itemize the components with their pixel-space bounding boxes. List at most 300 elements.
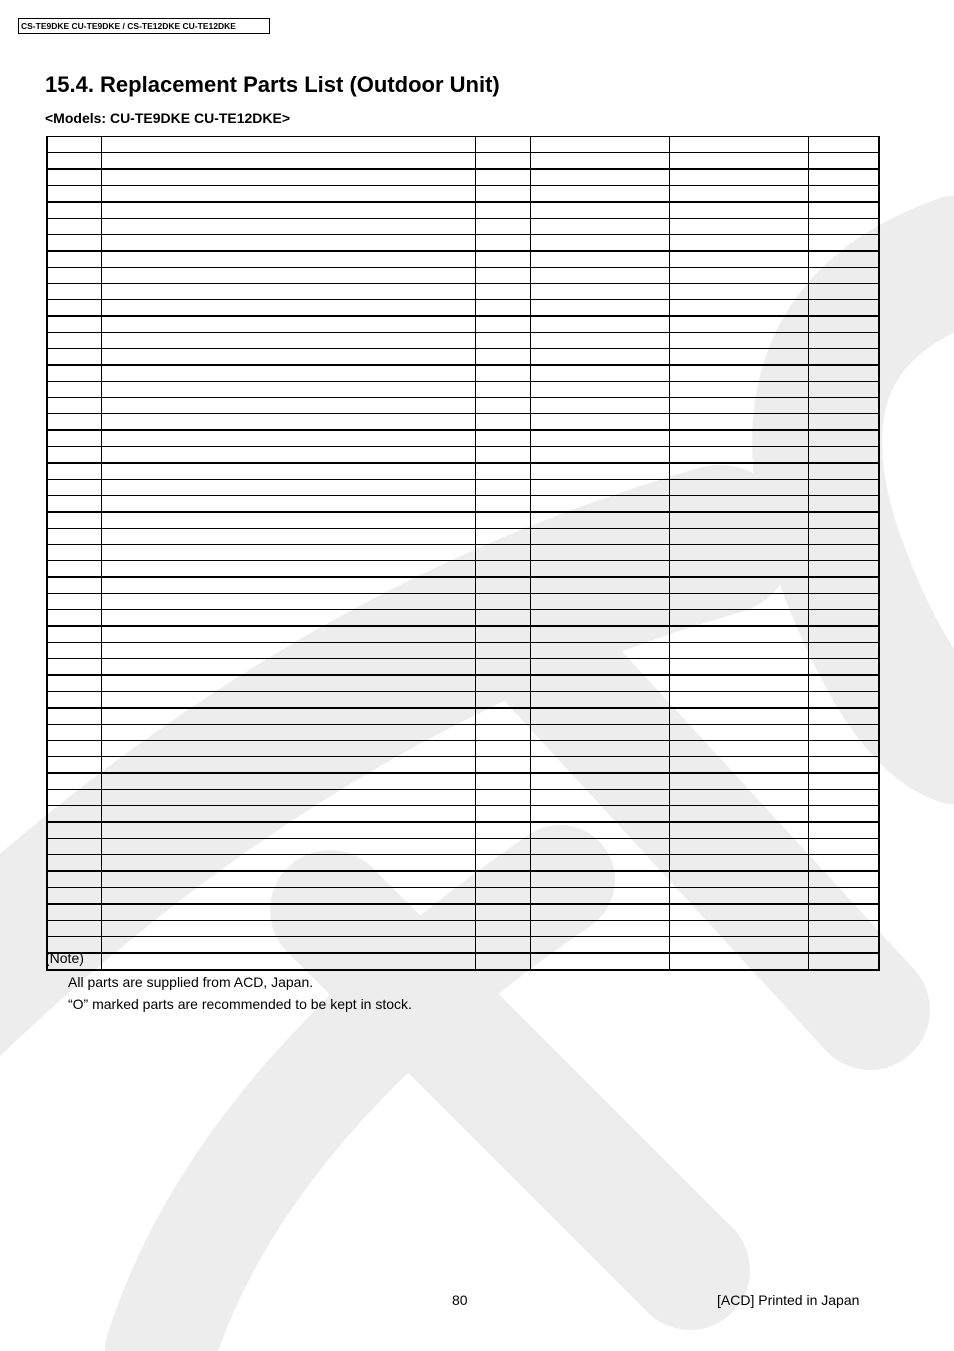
table-cell	[530, 708, 669, 725]
table-cell	[47, 675, 101, 692]
table-cell	[808, 659, 879, 676]
table-cell	[669, 202, 808, 219]
table-row	[47, 675, 879, 692]
table-cell	[475, 414, 530, 431]
table-cell	[669, 626, 808, 643]
table-cell	[530, 594, 669, 610]
table-cell	[101, 153, 475, 170]
table-cell	[475, 284, 530, 300]
table-cell	[47, 921, 101, 937]
table-cell	[669, 512, 808, 529]
table-cell	[101, 480, 475, 496]
table-cell	[101, 300, 475, 317]
table-cell	[101, 463, 475, 480]
table-cell	[475, 349, 530, 366]
table-cell	[47, 822, 101, 839]
table-cell	[808, 398, 879, 414]
table-cell	[669, 545, 808, 561]
table-cell	[475, 790, 530, 806]
table-cell	[808, 153, 879, 170]
table-cell	[47, 169, 101, 186]
table-cell	[669, 186, 808, 203]
table-cell	[669, 333, 808, 349]
table-row	[47, 594, 879, 610]
table-cell	[101, 545, 475, 561]
table-cell	[475, 561, 530, 578]
table-cell	[669, 725, 808, 741]
table-cell	[475, 268, 530, 284]
table-cell	[669, 382, 808, 398]
table-cell	[475, 496, 530, 513]
table-cell	[808, 137, 879, 153]
section-title: 15.4. Replacement Parts List (Outdoor Unit)	[45, 72, 500, 97]
table-cell	[475, 610, 530, 627]
table-cell	[669, 741, 808, 757]
table-cell	[47, 496, 101, 513]
table-row	[47, 414, 879, 431]
table-cell	[669, 888, 808, 905]
table-cell	[101, 512, 475, 529]
table-cell	[475, 921, 530, 937]
table-cell	[47, 251, 101, 268]
table-cell	[101, 708, 475, 725]
table-row	[47, 643, 879, 659]
table-cell	[669, 496, 808, 513]
page-number: 80	[452, 1292, 468, 1308]
table-cell	[47, 235, 101, 252]
table-cell	[530, 169, 669, 186]
table-cell	[669, 871, 808, 888]
table-cell	[808, 202, 879, 219]
table-cell	[530, 675, 669, 692]
table-cell	[530, 447, 669, 464]
table-row	[47, 251, 879, 268]
table-cell	[669, 463, 808, 480]
table-cell	[808, 561, 879, 578]
table-cell	[47, 398, 101, 414]
table-cell	[669, 822, 808, 839]
table-cell	[808, 871, 879, 888]
table-cell	[101, 561, 475, 578]
table-cell	[101, 382, 475, 398]
table-cell	[808, 790, 879, 806]
table-cell	[669, 757, 808, 774]
table-cell	[808, 447, 879, 464]
table-row	[47, 904, 879, 921]
table-cell	[808, 382, 879, 398]
table-cell	[530, 545, 669, 561]
table-row	[47, 561, 879, 578]
table-cell	[530, 480, 669, 496]
table-cell	[47, 300, 101, 317]
table-cell	[47, 725, 101, 741]
table-cell	[530, 659, 669, 676]
table-cell	[475, 480, 530, 496]
table-cell	[808, 839, 879, 855]
table-cell	[101, 675, 475, 692]
table-row	[47, 871, 879, 888]
table-cell	[475, 235, 530, 252]
table-cell	[475, 316, 530, 333]
table-cell	[530, 790, 669, 806]
document-header: CS-TE9DKE CU-TE9DKE / CS-TE12DKE CU-TE12DKE	[18, 18, 270, 34]
table-cell	[808, 316, 879, 333]
table-row	[47, 610, 879, 627]
table-cell	[101, 610, 475, 627]
table-row	[47, 888, 879, 905]
table-cell	[808, 186, 879, 203]
table-cell	[530, 349, 669, 366]
table-row	[47, 855, 879, 872]
table-cell	[530, 577, 669, 594]
table-cell	[808, 626, 879, 643]
table-cell	[808, 953, 879, 970]
table-row	[47, 773, 879, 790]
table-cell	[808, 594, 879, 610]
table-cell	[475, 594, 530, 610]
table-cell	[669, 839, 808, 855]
table-cell	[47, 463, 101, 480]
table-cell	[475, 529, 530, 545]
table-cell	[101, 790, 475, 806]
table-cell	[808, 757, 879, 774]
table-row	[47, 577, 879, 594]
table-row	[47, 790, 879, 806]
table-row	[47, 757, 879, 774]
table-row	[47, 268, 879, 284]
table-row	[47, 921, 879, 937]
table-cell	[530, 137, 669, 153]
table-cell	[808, 251, 879, 268]
table-cell	[808, 692, 879, 709]
table-cell	[47, 692, 101, 709]
table-cell	[47, 806, 101, 823]
table-cell	[47, 480, 101, 496]
table-cell	[530, 757, 669, 774]
table-cell	[47, 316, 101, 333]
table-cell	[669, 643, 808, 659]
table-cell	[47, 219, 101, 235]
table-cell	[47, 577, 101, 594]
table-cell	[530, 251, 669, 268]
table-row	[47, 529, 879, 545]
table-cell	[530, 773, 669, 790]
table-cell	[101, 496, 475, 513]
table-cell	[475, 251, 530, 268]
table-cell	[669, 529, 808, 545]
table-cell	[808, 806, 879, 823]
table-cell	[669, 708, 808, 725]
table-cell	[530, 153, 669, 170]
table-cell	[808, 773, 879, 790]
table-cell	[47, 904, 101, 921]
table-cell	[669, 365, 808, 382]
table-cell	[101, 235, 475, 252]
table-cell	[669, 937, 808, 954]
table-row	[47, 398, 879, 414]
table-cell	[47, 871, 101, 888]
table-cell	[101, 349, 475, 366]
table-cell	[475, 430, 530, 447]
table-cell	[47, 610, 101, 627]
table-cell	[808, 512, 879, 529]
table-cell	[475, 169, 530, 186]
table-cell	[47, 365, 101, 382]
table-row	[47, 333, 879, 349]
table-row	[47, 316, 879, 333]
table-cell	[475, 708, 530, 725]
table-cell	[530, 643, 669, 659]
table-cell	[475, 757, 530, 774]
table-cell	[808, 268, 879, 284]
table-cell	[808, 708, 879, 725]
table-cell	[669, 284, 808, 300]
table-cell	[530, 904, 669, 921]
table-cell	[101, 186, 475, 203]
table-cell	[530, 463, 669, 480]
table-cell	[530, 414, 669, 431]
table-cell	[669, 855, 808, 872]
note-line: All parts are supplied from ACD, Japan.	[68, 974, 314, 990]
table-cell	[47, 888, 101, 905]
table-cell	[530, 839, 669, 855]
table-row	[47, 741, 879, 757]
table-cell	[101, 219, 475, 235]
table-row	[47, 186, 879, 203]
table-cell	[808, 365, 879, 382]
table-cell	[47, 137, 101, 153]
table-cell	[101, 871, 475, 888]
table-cell	[475, 725, 530, 741]
table-cell	[101, 137, 475, 153]
table-cell	[530, 430, 669, 447]
table-cell	[101, 757, 475, 774]
table-cell	[475, 333, 530, 349]
table-cell	[475, 839, 530, 855]
table-row	[47, 626, 879, 643]
table-cell	[530, 822, 669, 839]
table-cell	[101, 430, 475, 447]
table-cell	[669, 447, 808, 464]
table-cell	[530, 953, 669, 970]
table-cell	[47, 643, 101, 659]
table-cell	[669, 953, 808, 970]
table-row	[47, 349, 879, 366]
table-cell	[101, 251, 475, 268]
table-cell	[47, 529, 101, 545]
table-cell	[101, 888, 475, 905]
table-cell	[475, 773, 530, 790]
table-cell	[808, 610, 879, 627]
table-cell	[530, 365, 669, 382]
table-cell	[47, 447, 101, 464]
table-cell	[669, 219, 808, 235]
table-cell	[808, 496, 879, 513]
table-row	[47, 447, 879, 464]
table-cell	[475, 822, 530, 839]
table-cell	[669, 316, 808, 333]
table-row	[47, 480, 879, 496]
table-cell	[475, 186, 530, 203]
table-cell	[101, 333, 475, 349]
table-cell	[475, 398, 530, 414]
table-cell	[101, 202, 475, 219]
printed-in-label: [ACD] Printed in Japan	[717, 1292, 860, 1308]
table-cell	[47, 153, 101, 170]
table-cell	[669, 692, 808, 709]
table-cell	[669, 806, 808, 823]
table-row	[47, 512, 879, 529]
table-cell	[808, 480, 879, 496]
table-cell	[669, 480, 808, 496]
table-cell	[101, 904, 475, 921]
table-row	[47, 822, 879, 839]
table-row	[47, 708, 879, 725]
table-cell	[669, 251, 808, 268]
table-cell	[47, 545, 101, 561]
table-cell	[101, 806, 475, 823]
table-cell	[101, 626, 475, 643]
table-cell	[530, 496, 669, 513]
table-cell	[475, 626, 530, 643]
table-cell	[530, 626, 669, 643]
table-row	[47, 382, 879, 398]
table-cell	[47, 430, 101, 447]
table-cell	[669, 790, 808, 806]
table-cell	[475, 692, 530, 709]
table-cell	[475, 871, 530, 888]
table-cell	[475, 300, 530, 317]
table-cell	[101, 365, 475, 382]
parts-table	[46, 136, 880, 971]
table-cell	[808, 725, 879, 741]
table-cell	[101, 725, 475, 741]
table-cell	[475, 447, 530, 464]
table-cell	[475, 365, 530, 382]
table-cell	[47, 268, 101, 284]
table-cell	[101, 659, 475, 676]
table-cell	[101, 822, 475, 839]
table-cell	[530, 529, 669, 545]
table-row	[47, 806, 879, 823]
table-row	[47, 545, 879, 561]
table-cell	[530, 316, 669, 333]
table-cell	[101, 577, 475, 594]
table-cell	[669, 349, 808, 366]
table-cell	[475, 219, 530, 235]
table-cell	[669, 137, 808, 153]
table-cell	[47, 382, 101, 398]
table-row	[47, 202, 879, 219]
table-row	[47, 153, 879, 170]
table-cell	[475, 904, 530, 921]
table-cell	[47, 561, 101, 578]
table-cell	[808, 333, 879, 349]
table-cell	[808, 545, 879, 561]
table-cell	[669, 904, 808, 921]
table-cell	[530, 561, 669, 578]
table-cell	[101, 447, 475, 464]
table-cell	[101, 855, 475, 872]
note-label: (Note)	[45, 950, 84, 966]
table-cell	[47, 626, 101, 643]
table-cell	[808, 643, 879, 659]
table-cell	[669, 610, 808, 627]
table-cell	[475, 953, 530, 970]
table-row	[47, 284, 879, 300]
table-cell	[808, 349, 879, 366]
table-cell	[101, 643, 475, 659]
table-cell	[808, 463, 879, 480]
table-cell	[101, 169, 475, 186]
table-cell	[808, 219, 879, 235]
table-cell	[47, 186, 101, 203]
table-cell	[530, 186, 669, 203]
table-row	[47, 839, 879, 855]
table-cell	[530, 806, 669, 823]
table-cell	[530, 871, 669, 888]
table-cell	[669, 577, 808, 594]
table-cell	[47, 757, 101, 774]
table-cell	[101, 839, 475, 855]
table-cell	[47, 659, 101, 676]
table-cell	[669, 235, 808, 252]
table-cell	[530, 725, 669, 741]
table-cell	[101, 284, 475, 300]
table-cell	[47, 773, 101, 790]
table-cell	[530, 382, 669, 398]
table-cell	[47, 512, 101, 529]
table-cell	[669, 414, 808, 431]
table-cell	[808, 169, 879, 186]
table-cell	[475, 463, 530, 480]
table-cell	[47, 741, 101, 757]
table-cell	[47, 284, 101, 300]
table-cell	[808, 284, 879, 300]
table-cell	[475, 675, 530, 692]
table-row	[47, 496, 879, 513]
table-cell	[808, 822, 879, 839]
table-cell	[530, 888, 669, 905]
table-cell	[475, 382, 530, 398]
table-cell	[808, 430, 879, 447]
table-cell	[669, 430, 808, 447]
table-row	[47, 169, 879, 186]
table-cell	[475, 577, 530, 594]
table-cell	[101, 268, 475, 284]
table-cell	[530, 300, 669, 317]
table-cell	[475, 153, 530, 170]
table-cell	[808, 904, 879, 921]
table-cell	[808, 300, 879, 317]
table-cell	[530, 937, 669, 954]
table-cell	[530, 921, 669, 937]
table-cell	[101, 316, 475, 333]
table-cell	[808, 741, 879, 757]
table-cell	[669, 300, 808, 317]
table-row	[47, 659, 879, 676]
table-cell	[669, 153, 808, 170]
notes	[45, 950, 412, 1018]
table-cell	[669, 773, 808, 790]
table-cell	[475, 137, 530, 153]
table-row	[47, 430, 879, 447]
table-cell	[808, 414, 879, 431]
table-cell	[808, 921, 879, 937]
table-cell	[530, 202, 669, 219]
table-cell	[47, 414, 101, 431]
table-cell	[47, 349, 101, 366]
